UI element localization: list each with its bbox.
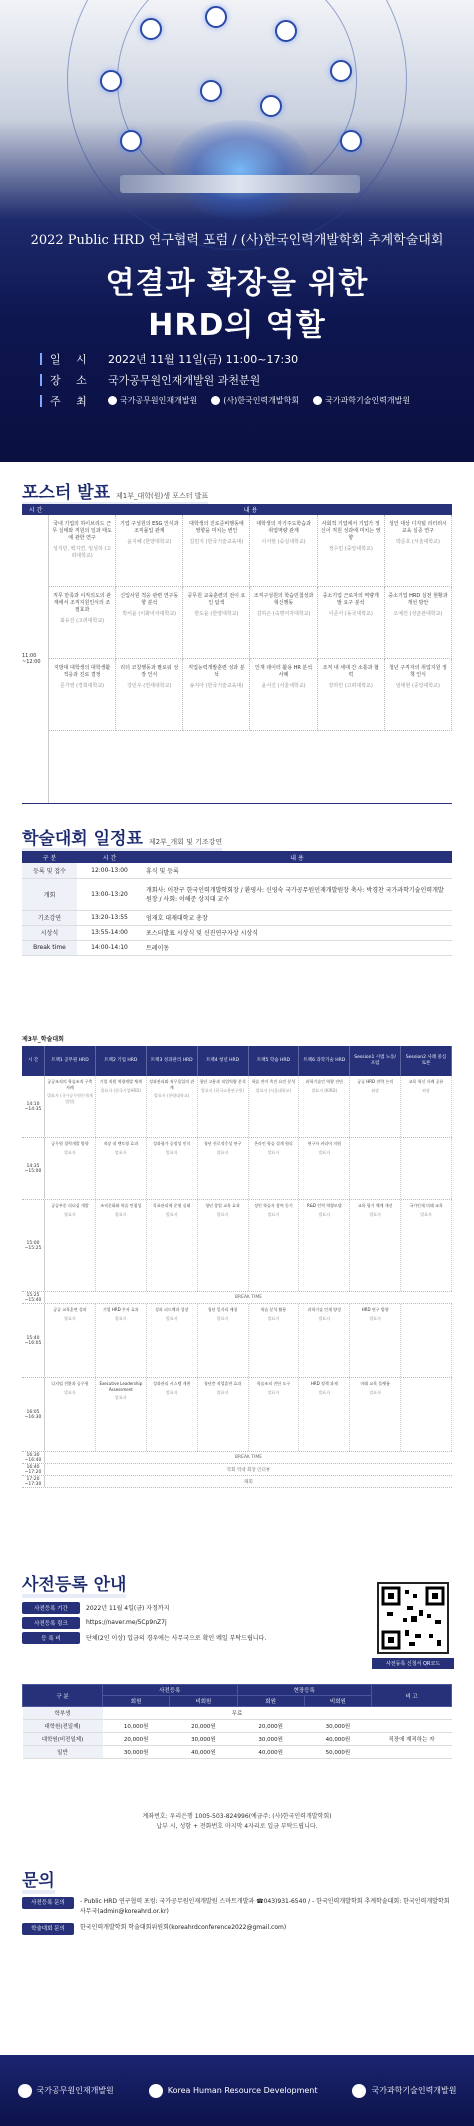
session-title: 학습 전이 촉진 요인 분석 — [251, 1079, 296, 1084]
break-row — [22, 1452, 452, 1464]
poster-cell — [49, 515, 116, 587]
fee-note-cell: 직장에 재직하는 자 — [372, 1733, 452, 1746]
poster-author: 이서현 (숭실대학교) — [261, 539, 306, 545]
break-time: 15:25 ~15:40 — [22, 1292, 45, 1303]
person-icon — [260, 95, 282, 117]
session-title: 연구자 커리어 지원 — [307, 1141, 342, 1146]
break-text: 폐회 — [244, 1479, 253, 1485]
session-title: 학습 분석 활용 — [260, 1307, 287, 1312]
poster-title: 대학생의 자기주도학습과 취업역량 관계 — [256, 521, 311, 534]
fee-note-cell — [372, 1746, 452, 1759]
break-row — [22, 1464, 452, 1476]
session-cell — [96, 1378, 147, 1451]
poster-title: 성인 대상 디지털 리터러시 교육 실증 연구 — [388, 521, 447, 534]
poster-cell — [250, 659, 317, 731]
contact-section-title: 문의 — [22, 1866, 55, 1891]
schedule-time: 14:00-14:10 — [77, 940, 142, 955]
session-cell — [299, 1076, 350, 1137]
track-header: 트랙4 청년 HRD — [198, 1046, 249, 1076]
poster-author: 윤서진 (서울대학교) — [261, 683, 306, 689]
session-cell — [147, 1378, 198, 1451]
schedule-row — [22, 863, 452, 878]
session-presenter: 발표자 — [165, 1389, 178, 1395]
person-icon — [200, 80, 222, 102]
poster-title: 지방대 대학생의 대학생활 적응과 진로 결정 — [53, 665, 111, 678]
poster-cell — [183, 587, 250, 659]
person-icon — [340, 130, 362, 152]
poster-author: 이준서 (동국대학교) — [328, 611, 373, 617]
person-icon — [330, 60, 352, 82]
poster-cell — [385, 659, 452, 731]
session-presenter: 발표자 — [216, 1149, 229, 1155]
session-cell — [96, 1076, 147, 1137]
break-text: BREAK TIME — [234, 1295, 263, 1300]
session-presenter: 발표자 (한양대학교) — [154, 1093, 190, 1098]
poster-title: 조직 내 세대 간 소통과 협력 — [322, 665, 379, 678]
registration-link[interactable]: https://naver.me/5Cp9nZ7j — [86, 1619, 167, 1626]
session-cell — [45, 1076, 96, 1137]
person-icon — [275, 20, 297, 42]
session-title: 청년 일자리 매칭 — [207, 1307, 238, 1312]
info-date-row: 일 시 2022년 11월 11일(금) 11:00~17:30 — [40, 348, 440, 369]
person-icon — [205, 6, 227, 28]
host-logo-icon — [108, 396, 117, 405]
fee-row — [23, 1746, 452, 1759]
info-host-row: 주 최 국가공무원인재개발원 (사)한국인력개발학회 국가과학기술인력개발원 — [40, 390, 440, 411]
poster-author: 성지민, 백지연, 임성하 (고려대학교) — [52, 546, 112, 559]
schedule-category: 기조강연 — [22, 910, 77, 925]
schedule-category: 시상식 — [22, 925, 77, 940]
fee-value: 30,000원 — [103, 1746, 170, 1759]
session-cell — [96, 1304, 147, 1377]
track-header: 트랙6 과학기술 HRD — [299, 1046, 350, 1076]
session-row — [22, 1378, 452, 1452]
session-cell — [249, 1200, 300, 1291]
person-icon — [120, 130, 142, 152]
footer — [0, 2055, 474, 2126]
session-cell — [147, 1076, 198, 1137]
poster-author: 김민지 (한국기술교육대) — [189, 539, 244, 545]
poster-cell — [385, 587, 452, 659]
session-presenter: 발표자 — [165, 1149, 178, 1155]
session-presenter: 발표자 — [165, 1315, 178, 1321]
poster-author: 강민우 (연세대학교) — [127, 683, 172, 689]
session-presenter: 발표자 — [267, 1389, 280, 1395]
fee-value: 10,000원 — [103, 1720, 170, 1733]
schedule-category: 등록 및 접수 — [22, 863, 77, 878]
session-cell — [401, 1200, 452, 1291]
session-time: 15:40 ~16:05 — [22, 1304, 45, 1377]
poster-author: 문가영 (경희대학교) — [60, 683, 105, 689]
session-presenter: 발표자 — [64, 1389, 76, 1395]
fee-category: 학부생 — [23, 1707, 103, 1720]
poster-title: 조직구성원의 학습민첩성과 혁신행동 — [253, 593, 314, 606]
session-title: 온라인 학습 설계 원리 — [254, 1141, 293, 1146]
part3-header — [22, 1046, 452, 1076]
footer-logo: 국가과학기술인력개발원 — [352, 2084, 456, 2098]
session-title: 청년층 직업훈련 효과 — [203, 1381, 242, 1386]
poster-cell — [116, 587, 183, 659]
schedule-row — [22, 940, 452, 955]
session-time: 14:35 ~15:00 — [22, 1138, 45, 1199]
session-title: 공공조직의 학습조직 구축 사례 — [47, 1079, 93, 1090]
schedule-time: 12:00-13:00 — [77, 863, 142, 878]
fee-row — [23, 1707, 452, 1720]
session-title: 직장 내 멘토링 효과 — [103, 1141, 139, 1146]
session-title: 미래 교육 플랫폼 — [360, 1381, 390, 1386]
host-logo-icon — [211, 396, 220, 405]
host-logo-icon — [313, 396, 322, 405]
fee-note-cell — [372, 1707, 452, 1720]
session-cell — [249, 1076, 300, 1137]
session-cell — [96, 1200, 147, 1291]
session-cell — [401, 1138, 452, 1199]
session-cell — [45, 1304, 96, 1377]
fee-category: 대학원(전일제) — [23, 1720, 103, 1733]
session-cell — [350, 1304, 401, 1377]
session-presenter: 발표자 — [369, 1211, 381, 1217]
break-row — [22, 1292, 452, 1304]
fee-note: 계좌번호: 우리은행 1005-503-824996(예금주: (사)한국인력개발학회) 납부 시, 성함 + 전화번호 마지막 4자리로 입금 부탁드립니다. — [142, 1813, 332, 1830]
fee-value: 30,000원 — [304, 1720, 371, 1733]
fee-value: 20,000원 — [170, 1720, 237, 1733]
poster-title: 신입사원 적응 관련 연구동향 분석 — [120, 593, 179, 606]
session-title: 청년 진로적응성 연구 — [203, 1141, 242, 1146]
person-icon — [100, 70, 122, 92]
schedule-content: 트레이동 — [142, 940, 452, 955]
session-title: 학습조직 진단 도구 — [256, 1381, 291, 1386]
info-venue-row: 장 소 국가공무원인재개발원 과천분원 — [40, 369, 440, 390]
session-cell — [45, 1138, 96, 1199]
poster-author: 송지아 (한국기술교육대) — [189, 683, 244, 689]
contact-conference: 학술대회 문의 한국인력개발학회 학술대회위원회(koreahrdconference2022@gmail.com) — [22, 1923, 452, 1935]
track-header: 트랙1 공무원 HRD — [45, 1046, 96, 1076]
globe-glow — [170, 120, 310, 220]
session-presenter: 발표자 — [64, 1315, 76, 1321]
fee-value: 40,000원 — [237, 1746, 304, 1759]
session-time: 16:05 ~16:30 — [22, 1378, 45, 1451]
track-header: 트랙3 성과관리 HRD — [147, 1046, 198, 1076]
session-title: 성과 피드백과 성장 — [154, 1307, 189, 1312]
poster-author: 정수민 (중앙대학교) — [328, 546, 373, 552]
session-cell — [299, 1378, 350, 1451]
session-presenter: 발표자 (서울대학교) — [255, 1087, 292, 1093]
fee-value: 30,000원 — [170, 1733, 237, 1746]
session-title: Executive Leadership Assessment — [99, 1381, 143, 1392]
session-title: 교육 평가 체계 개선 — [357, 1203, 393, 1208]
poster-title: 대학생의 진로준비행동에 영향을 미치는 변인 — [189, 521, 244, 534]
session-cell — [249, 1304, 300, 1377]
session-cell — [198, 1076, 249, 1137]
session-cell — [299, 1304, 350, 1377]
qr-code-icon[interactable] — [377, 1582, 449, 1654]
session-cell — [401, 1076, 452, 1137]
schedule-time: 13:20-13:55 — [77, 910, 142, 925]
schedule-content: 휴식 및 등록 — [142, 863, 452, 878]
poster-author: 김하은 (숙명여자대학교) — [256, 611, 311, 617]
poster-author: 임태현 (중앙대학교) — [395, 683, 440, 689]
session-cell — [299, 1200, 350, 1291]
reg-period: 사전등록 기간 2022년 11월 4일(금) 자정까지 — [22, 1600, 452, 1615]
schedule-time: 13:55-14:00 — [77, 925, 142, 940]
schedule-row — [22, 925, 452, 940]
poster-section-title: 포스터 발표 제1부_대학(원)생 포스터 발표 — [22, 478, 208, 503]
session-cell — [96, 1138, 147, 1199]
session-cell — [401, 1378, 452, 1451]
fee-value: 40,000원 — [170, 1746, 237, 1759]
session-presenter: 발표자 — [318, 1211, 331, 1217]
poster-author: 박준호 (서울대학교) — [395, 539, 440, 545]
contact-registration: 사전등록 문의 - Public HRD 연구협력 포럼: 국가공무원인재개발원 스마트개발과 ☎043)931-6540 / - 한국인력개발학회 추계학술대회: 한국인력개발학회 사무국(admin@koreahrd.or.kr) — [22, 1897, 452, 1917]
fee-value: 40,000원 — [304, 1733, 371, 1746]
session-cell — [45, 1378, 96, 1451]
fee-value: 30,000원 — [237, 1733, 304, 1746]
session-presenter: 발표자 — [267, 1211, 280, 1217]
poster-cell — [250, 587, 317, 659]
schedule-section-title: 학술대회 일정표 제2부_개회 및 기조강연 — [22, 824, 222, 849]
registration-info — [22, 1600, 452, 1667]
session-title: 기업 HRD 투자 효과 — [102, 1307, 139, 1312]
poster-cell — [385, 515, 452, 587]
schedule-content: 엄재호 대재대학교 총장 — [142, 910, 452, 925]
session-title: 기업 직원 역량개발 체계 — [99, 1079, 143, 1084]
break-time: 17:20 ~17:30 — [22, 1476, 45, 1487]
poster-title: 공무원 교육훈련의 전이 요인 탐색 — [187, 593, 246, 606]
break-text: BREAK TIME — [234, 1455, 263, 1460]
break-row — [22, 1476, 452, 1488]
part3-table — [22, 1046, 452, 1488]
contact-info — [22, 1897, 452, 1941]
session-title: 국가인재 미래 교육 — [409, 1203, 443, 1208]
poster-time: 11:00 ~12:00 — [22, 515, 49, 803]
poster-title: 국내 기업의 하이브리드 근무 실태와 직원의 일과 태도에 관한 연구 — [52, 521, 112, 541]
schedule-table: 구 분 시 간 내 용 등록 및 접수 12:00-13:00 휴식 및 등록 개회 13:00-13:20 개회사: 이찬구 한국인력개발학회장 / 환영사: 신영숙 국가공무원인재개발원장 축사: 박경찬 국가과학기술인력개발원장 / 사회: 이해준 상지대 교수 기조강연 13:20-13:55 엄재호 대재대학교 총장 시상식 13:55-14:00 포스터발표 시상식 및 신진연구자상 시상식 Break time 14:00-14:10 트레이동 — [22, 851, 452, 956]
session-presenter: 발표자 (국가공무원인재개발원) — [47, 1093, 93, 1104]
poster-cell — [183, 515, 250, 587]
poster-cell — [49, 587, 116, 659]
session-title: 조직문화와 학습 민첩성 — [100, 1203, 142, 1208]
schedule-row — [22, 878, 452, 910]
session-title: 성과관리와 직무몰입의 관계 — [149, 1079, 195, 1090]
session-title: 과학기술인 역량 진단 — [305, 1079, 343, 1084]
session-presenter: 발표자 — [115, 1315, 127, 1321]
track-header: 트랙5 학습 HRD — [249, 1046, 300, 1076]
poster-author: 윤지혜 (한양대학교) — [127, 539, 172, 545]
session-title: 공공부문 리더십 개발 — [51, 1203, 89, 1208]
session-presenter: 발표자 — [64, 1149, 76, 1155]
logo-icon — [352, 2084, 366, 2098]
poster-cell — [49, 659, 116, 731]
session-cell — [249, 1138, 300, 1199]
session-title: 공공 교육훈련 성과 — [53, 1307, 87, 1312]
poster-cell — [318, 587, 385, 659]
poster-title: 인재 데이터 활용 HR 분석 사례 — [255, 665, 313, 678]
poster-author: 박서윤 (이화여자대학교) — [122, 611, 177, 617]
poster-author: 한도윤 (한양대학교) — [194, 611, 239, 617]
session-title: 공공 HRD 전략 논의 — [357, 1079, 394, 1084]
session-title: 교육 혁신 사례 공유 — [408, 1079, 444, 1084]
poster-cell — [250, 515, 317, 587]
track-header: 시 간 — [22, 1046, 45, 1076]
session-presenter: 발표자 — [64, 1211, 76, 1217]
session-cell — [147, 1200, 198, 1291]
session-presenter: 발표자 — [115, 1149, 127, 1155]
session-title: 성과평가 공정성 인식 — [153, 1141, 191, 1146]
event-title-line2: HRD의 역할 — [148, 308, 326, 343]
laptop-icon — [120, 175, 360, 193]
host-logos: 국가공무원인재개발원 (사)한국인력개발학회 국가과학기술인력개발원 — [108, 395, 410, 406]
session-row — [22, 1200, 452, 1292]
poster-title: 중소기업 근로자의 역량개발 요구 분석 — [322, 593, 379, 606]
session-presenter: 발표자 — [267, 1315, 280, 1321]
session-presenter: 발표자 — [216, 1389, 229, 1395]
session-title: HRD 연구 방향 — [361, 1307, 389, 1312]
hero-banner — [0, 0, 474, 462]
fee-note-cell — [372, 1720, 452, 1733]
poster-cell — [116, 659, 183, 731]
poster-title: 직무 만족과 이직의도의 관계에서 조직지원인식의 조절효과 — [53, 593, 112, 613]
session-cell — [299, 1138, 350, 1199]
fee-row — [23, 1720, 452, 1733]
poster-cell — [318, 659, 385, 731]
fee-value: 50,000원 — [304, 1746, 371, 1759]
registration-section-title: 사전등록 안내 — [22, 1570, 126, 1595]
session-presenter: 발표자 — [165, 1211, 178, 1217]
fee-value: 20,000원 — [237, 1720, 304, 1733]
session-cell — [198, 1200, 249, 1291]
session-presenter: 발표자 — [115, 1211, 127, 1217]
session-cell — [198, 1378, 249, 1451]
poster-cell — [318, 515, 385, 587]
poster-cell — [116, 515, 183, 587]
event-info — [40, 348, 440, 411]
reg-link[interactable]: 사전등록 링크 https://naver.me/5Cp9nZ7j — [22, 1615, 452, 1630]
poster-author: 오예린 (성균관대학교) — [393, 611, 443, 617]
poster-author: 최유진 (고려대학교) — [60, 618, 105, 624]
footer-logo: 국가공무원인재개발원 — [18, 2084, 114, 2098]
poster-table-header: 시 간 내 용 — [22, 504, 452, 515]
session-title: 청년 고용과 직업역량 분석 — [199, 1079, 246, 1084]
session-title: 디지털 전환과 공무원 — [51, 1381, 89, 1386]
reg-fee: 등 록 비 단체(2인 이상) 입금의 경우에는 사무국으로 확인 메일 부탁드립니다. — [22, 1630, 452, 1645]
poster-title: 기업 구성원의 ESG 인식과 조직몰입 관계 — [120, 521, 179, 534]
session-title: 청년 창업 교육 효과 — [205, 1203, 240, 1208]
session-presenter: 발표자 — [267, 1149, 280, 1155]
session-row — [22, 1138, 452, 1200]
qr-caption: 사전등록 신청서 QR코드 — [372, 1658, 454, 1669]
event-title-line1: 연결과 확장을 위한 — [105, 266, 369, 301]
session-title: 성과관리 시스템 개편 — [153, 1381, 191, 1386]
session-title: 성인 학습자 참여 동기 — [254, 1203, 293, 1208]
fee-row — [23, 1733, 452, 1746]
session-presenter: 발표자 (KIRD) — [311, 1087, 338, 1093]
poster-cell — [183, 659, 250, 731]
fee-value: 20,000원 — [103, 1733, 170, 1746]
session-presenter: 발표자 — [115, 1395, 127, 1400]
track-header: Session2 사례 중심 토론 — [401, 1046, 452, 1076]
session-cell — [198, 1304, 249, 1377]
session-presenter: 발표자 — [369, 1389, 381, 1395]
poster-title: 중소기업 HRD 실천 현황과 개선 방안 — [388, 593, 448, 606]
session-time: 15:00 ~15:25 — [22, 1200, 45, 1291]
session-cell — [401, 1304, 452, 1377]
track-header: 트랙2 기업 HRD — [96, 1046, 147, 1076]
session-title: HRD 정책 과제 — [310, 1381, 338, 1386]
fee-table: 구 분 사전등록 현장등록 비 고 회원 비회원 회원 비회원 학부생 무료 대학원(전일제) 10,000원 20,000원 20,000원 30,000원 대학원(비전일제) 20,000원 30,000원 30,000원 40,000원 직장에 재직하는 자 일반 30,000원 40,000원 40,000원 50,000원 — [22, 1684, 452, 1759]
session-cell — [45, 1200, 96, 1291]
schedule-content: 포스터발표 시상식 및 신진연구자상 시상식 — [142, 925, 452, 940]
session-presenter: 발표자 — [369, 1315, 381, 1321]
contact-email[interactable]: 한국인력개발학회 학술대회위원회(koreahrdconference2022@gmail.com) — [80, 1924, 287, 1931]
break-time: 16:40 ~17:20 — [22, 1464, 45, 1475]
break-time: 16:30 ~16:40 — [22, 1452, 45, 1463]
fee-category: 일반 — [23, 1746, 103, 1759]
session-title: 목표관리제 운영 실태 — [153, 1203, 191, 1208]
session-cell — [249, 1378, 300, 1451]
schedule-content: 개회사: 이찬구 한국인력개발학회장 / 환영사: 신영숙 국가공무원인재개발원장 축사: 박경찬 국가과학기술인력개발원장 / 사회: 이해준 상지대 교수 — [142, 878, 452, 910]
break-text: 학회 역대 회장 인터뷰 — [226, 1467, 271, 1473]
fee-value: 무료 — [103, 1707, 372, 1720]
session-row — [22, 1304, 452, 1378]
session-title: 과학기술 인재 양성 — [307, 1307, 342, 1312]
poster-table — [22, 504, 452, 804]
session-presenter: 발표자 — [216, 1211, 229, 1217]
session-row — [22, 1076, 452, 1138]
schedule-category: Break time — [22, 940, 77, 955]
session-cell — [147, 1138, 198, 1199]
session-cell — [350, 1076, 401, 1137]
session-presenter: 좌장 — [371, 1087, 380, 1093]
session-presenter: 발표자 — [420, 1211, 432, 1217]
session-presenter: 발표자 — [318, 1149, 331, 1155]
session-presenter: 발표자 (한국기업HRD) — [100, 1087, 141, 1093]
session-cell — [350, 1378, 401, 1451]
schedule-time: 13:00-13:20 — [77, 878, 142, 910]
part3-label: 제3부_학술대회 — [22, 1036, 64, 1043]
session-presenter: 발표자 (한국고용연구원) — [201, 1087, 245, 1093]
poster-title: 청년 구직자의 취업지원 정책 인식 — [388, 665, 447, 678]
poster-author: 장하린 (고려대학교) — [328, 683, 373, 689]
session-cell — [350, 1138, 401, 1199]
schedule-category: 개회 — [22, 878, 77, 910]
session-cell — [147, 1304, 198, 1377]
poster-title: 리더 코칭행동과 팔로워 성장 인식 — [120, 665, 179, 678]
session-time: 14:10 ~14:35 — [22, 1076, 45, 1137]
poster-title: 직업능력개발훈련 성과 분석 — [188, 665, 245, 678]
session-presenter: 좌장 — [422, 1087, 430, 1093]
session-presenter: 발표자 — [216, 1315, 229, 1321]
session-presenter: 발표자 — [318, 1315, 331, 1321]
schedule-row — [22, 910, 452, 925]
session-cell — [350, 1200, 401, 1291]
session-title: R&D 인력 역량모델 — [306, 1203, 342, 1208]
track-header: Session1 시범 노동/포럼 — [350, 1046, 401, 1076]
poster-title: 사회적 기업에서 기업가 정신이 직원 성과에 미치는 영향 — [320, 521, 381, 541]
session-cell — [198, 1138, 249, 1199]
person-icon — [140, 18, 162, 40]
logo-icon — [18, 2084, 32, 2098]
footer-logo: Korea Human Resource Development — [149, 2084, 318, 2098]
poster-grid — [49, 515, 452, 803]
session-presenter: 발표자 — [318, 1389, 331, 1395]
event-subtitle: 2022 Public HRD 연구협력 포럼 / (사)한국인력개발학회 추계학술대회 — [30, 233, 444, 248]
fee-category: 대학원(비전일제) — [23, 1733, 103, 1746]
logo-icon — [149, 2084, 163, 2098]
session-title: 공무원 경력개발 방향 — [51, 1141, 89, 1146]
